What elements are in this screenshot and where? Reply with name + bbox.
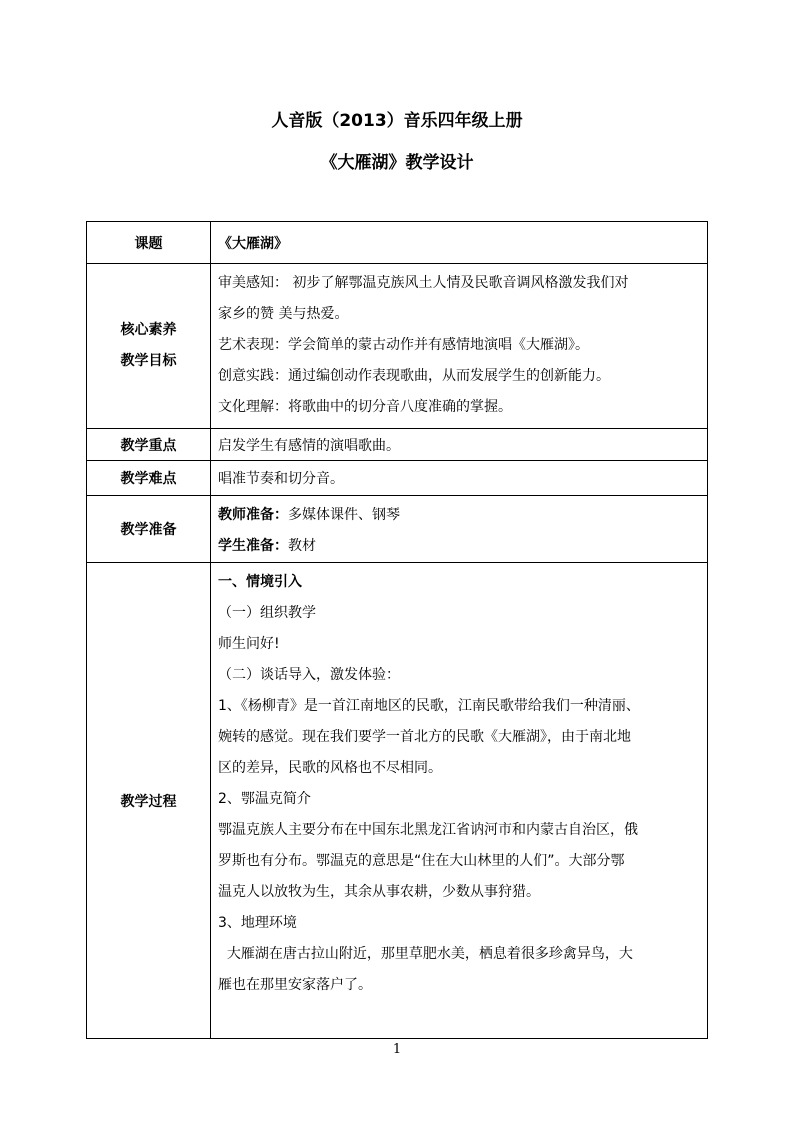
process-line: 一、情境引入 — [218, 574, 302, 590]
process-line: 1、《杨柳青》是一首江南地区的民歌，江南民歌带给我们一种清丽、 — [218, 698, 640, 714]
goals-label-line2: 教学目标 — [120, 353, 177, 369]
table-row-process — [87, 563, 708, 1039]
topic-label: 课题 — [87, 222, 211, 264]
document-subtitle: 《大雁湖》教学设计 — [320, 153, 474, 173]
table-row-preparation — [87, 496, 708, 563]
goal-line: 创意实践：通过编创动作表现歌曲，从而发展学生的创新能力。 — [218, 368, 610, 384]
table-row-goals — [87, 264, 708, 429]
process-content — [211, 563, 708, 1039]
process-line: 婉转的感觉。现在我们要学一首北方的民歌《大雁湖》，由于南北地 — [218, 729, 631, 745]
page-number: 1 — [392, 1042, 402, 1057]
goal-line: 审美感知： 初步了解鄂温克族风土人情及民歌音调风格激发我们对 — [218, 275, 629, 291]
process-line: 3、地理环境 — [218, 915, 297, 931]
preparation-content — [211, 496, 708, 563]
difficulty-label: 教学难点 — [87, 461, 211, 496]
goal-line: 艺术表现：学会简单的蒙古动作并有感情地演唱《大雁湖》。 — [218, 337, 589, 353]
student-prep-label: 学生准备： — [218, 538, 288, 554]
process-line: （二）谈话导入，激发体验： — [218, 667, 400, 683]
student-prep-value: 教材 — [288, 538, 316, 554]
process-line: 鄂温克族人主要分布在中国东北黑龙江省讷河市和内蒙古自治区，俄 — [218, 822, 638, 838]
difficulty-value: 唱准节奏和切分音。 — [211, 461, 708, 496]
table-row-focus — [87, 429, 708, 461]
goal-line: 文化理解：将歌曲中的切分音八度准确的掌握。 — [218, 399, 512, 415]
process-line: （一）组织教学 — [218, 605, 316, 621]
focus-value: 启发学生有感情的演唱歌曲。 — [211, 429, 708, 461]
process-line: 师生问好! — [218, 636, 280, 652]
focus-label: 教学重点 — [87, 429, 211, 461]
table-row-topic — [87, 222, 708, 264]
process-line: 温克人以放牧为生，其余从事农耕，少数从事狩猎。 — [218, 884, 540, 900]
process-line: 雁也在那里安家落户了。 — [218, 977, 372, 993]
document-title: 人音版（2013）音乐四年级上册 — [271, 111, 523, 131]
teacher-prep-label: 教师准备： — [218, 507, 288, 523]
goals-label-line1: 核心素养 — [120, 322, 177, 338]
process-line: 区的差异，民歌的风格也不尽相同。 — [218, 760, 442, 776]
goals-content — [211, 264, 708, 429]
process-line: 2、鄂温克简介 — [218, 791, 311, 807]
process-line: 大雁湖在唐古拉山附近，那里草肥水美，栖息着很多珍禽异鸟，大 — [218, 946, 633, 962]
topic-value: 《大雁湖》 — [211, 222, 708, 264]
teacher-prep-line — [218, 500, 701, 531]
table-row-difficulty — [87, 461, 708, 496]
lesson-plan-table — [86, 221, 708, 1039]
process-line: 罗斯也有分布。鄂温克的意思是“住在大山林里的人们”。大部分鄂 — [218, 853, 625, 869]
student-prep-line — [218, 531, 701, 562]
preparation-label: 教学准备 — [87, 496, 211, 563]
process-label: 教学过程 — [87, 563, 211, 1039]
goals-label — [87, 264, 211, 429]
teacher-prep-value: 多媒体课件、钢琴 — [288, 507, 400, 523]
goal-line: 家乡的赞 美与热爱。 — [218, 306, 349, 322]
